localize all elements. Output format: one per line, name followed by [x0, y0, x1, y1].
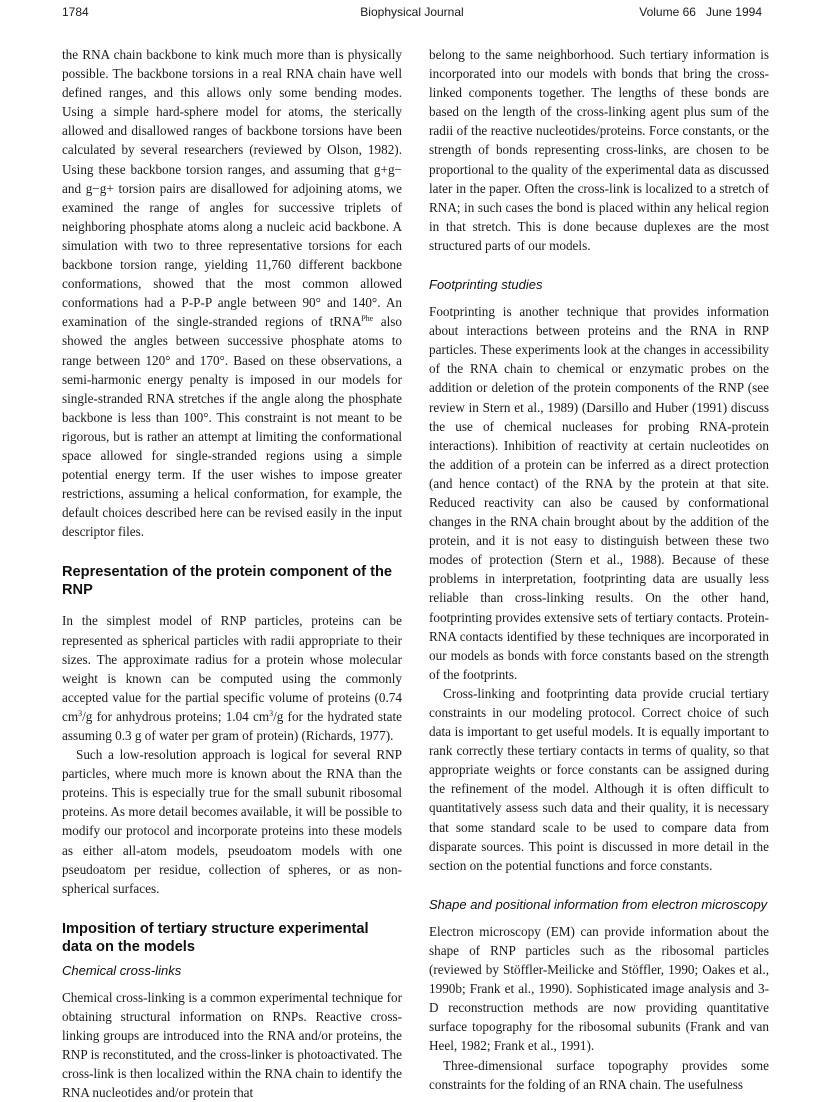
volume-date: Volume 66 June 1994: [639, 5, 762, 19]
subsection-heading-chemical-crosslinks: Chemical cross-links: [62, 962, 182, 978]
right-column: [429, 45, 769, 1094]
running-head: [62, 5, 762, 23]
section-heading-protein-component: Representation of the protein component of the RNP: [62, 564, 392, 599]
left-column: [62, 45, 402, 1102]
subsection-heading-footprinting: Footprinting studies: [429, 277, 543, 293]
paragraph-surface-topography: Three-dimensional surface topography provides some constraints for the folding of an RNA chain. The usefulness: [429, 1057, 769, 1092]
journal-title: Biophysical Journal: [360, 5, 464, 19]
paragraph-low-resolution: Such a low-resolution approach is logical for several RNP particles, where much more is known about the RNA than the proteins. This is especially true for the small subunit ribosomal proteins. As more detail becomes available, it will be possible to modify our protocol and incorporate proteins into these models as either all-atom models, pseudoatom models with one pseudoatom per residue, collection of spheres, or as non-spherical surfaces.: [62, 747, 402, 896]
paragraph-protein-radius: In the simplest model of RNP particles, proteins can be represented as spherical particles with radii appropriate to their sizes. The approximate radius for a protein whose molecular weight is known can be computed using the commonly accepted value for the partial specific volume of proteins (0.74 $cm^3/g$ for anhydrous proteins; 1.04 $cm^3/g$ for the hydrated state assuming 0.3 g of water per gram of protein) (Richards, 1977).: [62, 613, 402, 743]
paragraph-crosslinking-footprinting-data: Cross-linking and footprinting data provide crucial tertiary constraints in our modeling protocol. Correct choice of such data is important to get useful models. It is equally important to rank correctly these tertiary contacts in terms of quality, so that appropriate weights or force constants can be assigned during the refinement of the model. Although it is often difficult to quantitatively assess such data and their quality, it is necessary that some standard scale to be used to compare data from disparate sources. This point is discussed in more detail in the section on the potential functions and force constants.: [429, 685, 769, 873]
section-heading-imposition: Imposition of tertiary structure experimental data on the models: [62, 920, 369, 955]
paragraph-chemical-crosslinking: Chemical cross-linking is a common experimental technique for obtaining structural information on RNPs. Reactive cross-linking groups are introduced into the RNA and/or proteins, the RNP is reconstituted, and the cross-linker is photoactivated. The cross-link is then localized within the RNA chain to identify the RNA nucleotides and/or protein that: [62, 989, 402, 1101]
paragraph-footprinting: Footprinting is another technique that provides information about interactions between proteins and the RNA in RNP particles. These experiments look at the changes in accessibility of the RNA chain to chemical or enzymatic probes on the addition or deletion of the protein components of the RNP (see review in Stern et al., 1989) (Darsillo and Huber (1991) discuss the use of chemical nucleases for probing RNA-protein interactions). Inhibition of reactivity at certain nucleotides on the addition of a protein can be inferred as a direct protection (and hence contact) of the RNA by the protein at that site. Reduced reactivity can also be caused by conformational changes in the RNA chain brought about by the addition of the protein, and it is not easy to distinguish between these two modes of protection (Stern et al., 1988). Because of these problems in interpretation, footprinting data are usually less reliable than cross-linking results. On the other hand, footprinting provides extensive sets of tertiary contacts. Protein-RNA contacts identified by these techniques are incorporated in our models as bonds with force constants based on the strength of the footprints.: [429, 304, 769, 682]
subsection-heading-electron-microscopy: Shape and positional information from electron microscopy: [429, 896, 768, 912]
paragraph-crosslink-bonds: belong to the same neighborhood. Such tertiary information is incorporated into our models with bonds that bring the cross-linked components together. The lengths of these bonds are based on the length of the cross-linking agent plus sum of the radii of the reactive nucleotides/proteins. Force constants, or the strength of bonds representing cross-links, are chosen to be proportional to the quality of the experimental data as discussed later in the paper. Often the cross-link is localized to a stretch of RNA; in such cases the bond is placed within any helical region in that stretch. This is done because duplexes are the most structured parts of our models.: [429, 47, 769, 253]
paragraph-backbone-torsions: the RNA chain backbone to kink much more than is physically possible. The backbone torsions in a real RNA chain have well defined ranges, and this allows only some bending modes. Using a simple hard-sphere model for atoms, the sterically allowed and disallowed ranges of backbone torsions have been calculated by several researchers (reviewed by Olson, 1982). Using these backbone torsion ranges, and assuming that g+g− and g−g+ torsion pairs are disallowed for adjoining atoms, we examined the range of angles for successive triplets of neighboring phosphate atoms along a nucleic acid backbone. A simulation with two to three representative torsions for each backbone torsion range, yielding 11,760 different backbone conformations, showed that the most common allowed conformations had a P-P-P angle between 90° and 140°. An examination of the single-stranded regions of tRNA$^{Phe}$ also showed the angles between successive phosphate atoms to range between 120° and 170°. Based on these observations, a semi-harmonic energy penalty is imposed in our models for single-stranded RNA stretches if the angle along the phosphate backbone is less than 100°. This constraint is not meant to be rigorous, but is rather an attempt at limiting the conformational space allowed for single-stranded regions using a simple potential energy term. If the user wishes to impose greater restrictions, assuming a helical conformation, for example, the default choices described here can be revised easily in the input descriptor files.: [62, 47, 402, 540]
page-number: 1784: [62, 5, 89, 19]
paragraph-electron-microscopy: Electron microscopy (EM) can provide information about the shape of RNP particles such as the ribosomal particles (reviewed by Stöffler-Meilicke and Stöffler, 1990; Oakes et al., 1990b; Frank et al., 1990). Sophisticated image analysis and 3-D reconstruction methods are now providing quantitative surface topography for the ribosomal subunits (Frank and van Heel, 1982; Frank et al., 1991).: [429, 923, 769, 1054]
